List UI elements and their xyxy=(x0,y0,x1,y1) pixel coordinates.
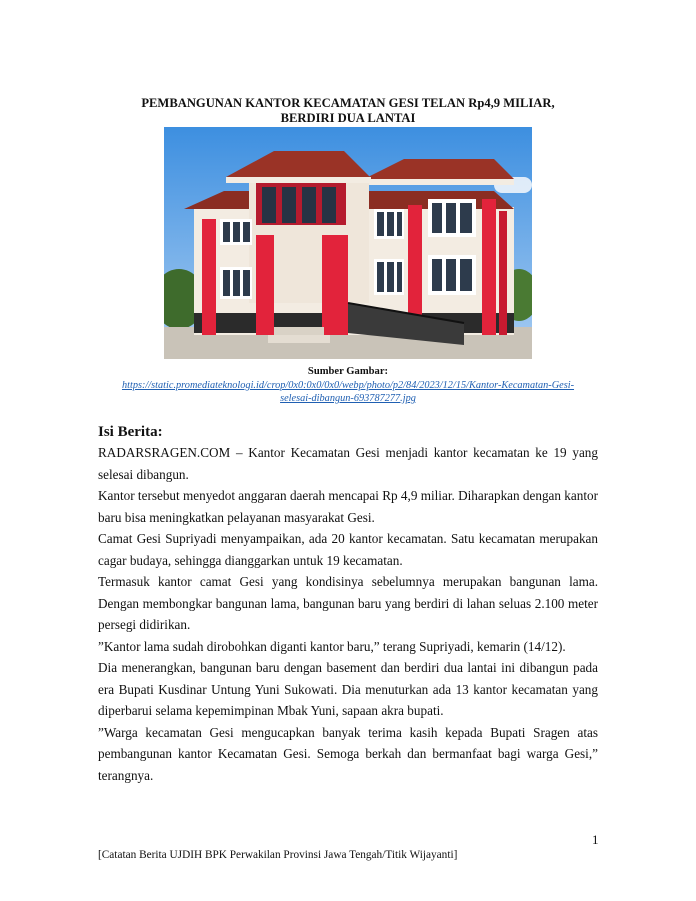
image-source-link[interactable] xyxy=(90,379,606,405)
section-heading: Isi Berita: xyxy=(98,424,163,440)
paragraph: Kantor tersebut menyedot anggaran daerah mencapai Rp 4,9 miliar. Diharapkan dengan kantor baru bisa meningkatkan pelayanan masyarakat Gesi. xyxy=(98,488,598,525)
article-body xyxy=(98,442,598,786)
paragraph: Dia menerangkan, bangunan baru dengan basement dan berdiri dua lantai ini dibangun pada era Bupati Kusdinar Untung Yuni Sukowati. Dia menuturkan ada 13 kantor kecamatan yang diperbarui selama kepemimpinan Mbak Yuni, sapaan akra bupati. xyxy=(98,660,598,718)
page-footer: [Catatan Berita UJDIH BPK Perwakilan Provinsi Jawa Tengah/Titik Wijayanti] xyxy=(98,849,458,861)
article-title-line2: BERDIRI DUA LANTAI xyxy=(280,111,416,125)
paragraph: RADARSRAGEN.COM – Kantor Kecamatan Gesi menjadi kantor kecamatan ke 19 yang selesai dibangun. xyxy=(98,445,598,482)
page-number: 1 xyxy=(592,832,599,847)
paragraph: Camat Gesi Supriyadi menyampaikan, ada 20 kantor kecamatan. Satu kecamatan merupakan cagar budaya, sehingga dianggarkan untuk 19 kecamatan. xyxy=(98,531,598,568)
article-title-line1: PEMBANGUNAN KANTOR KECAMATAN GESI TELAN Rp4,9 MILIAR, xyxy=(141,96,555,110)
paragraph: ”Kantor lama sudah dirobohkan diganti kantor baru,” terang Supriyadi, kemarin (14/12). xyxy=(98,638,566,654)
image-source-link-line2[interactable]: selesai-dibangun-693787277.jpg xyxy=(280,393,416,404)
paragraph: Termasuk kantor camat Gesi yang kondisinya sebelumnya merupakan bangunan lama. Dengan membongkar bangunan lama, bangunan baru yang berdiri di lahan seluas 2.100 meter persegi didirikan. xyxy=(98,574,598,632)
article-title xyxy=(60,96,636,126)
image-source-link-line1[interactable]: https://static.promediateknologi.id/crop/0x0:0x0/0x0/webp/photo/p2/84/2023/12/15/Kantor-Kecamatan-Gesi- xyxy=(121,380,575,391)
image-source-label: Sumber Gambar: xyxy=(307,366,389,377)
building-illustration xyxy=(164,127,532,359)
paragraph: ”Warga kecamatan Gesi mengucapkan banyak terima kasih kepada Bupati Sragen atas pembangunan kantor Kecamatan Gesi. Semoga berkah dan bermanfaat bagi warga Gesi,” terangnya. xyxy=(98,724,598,783)
building-photo xyxy=(164,127,532,359)
